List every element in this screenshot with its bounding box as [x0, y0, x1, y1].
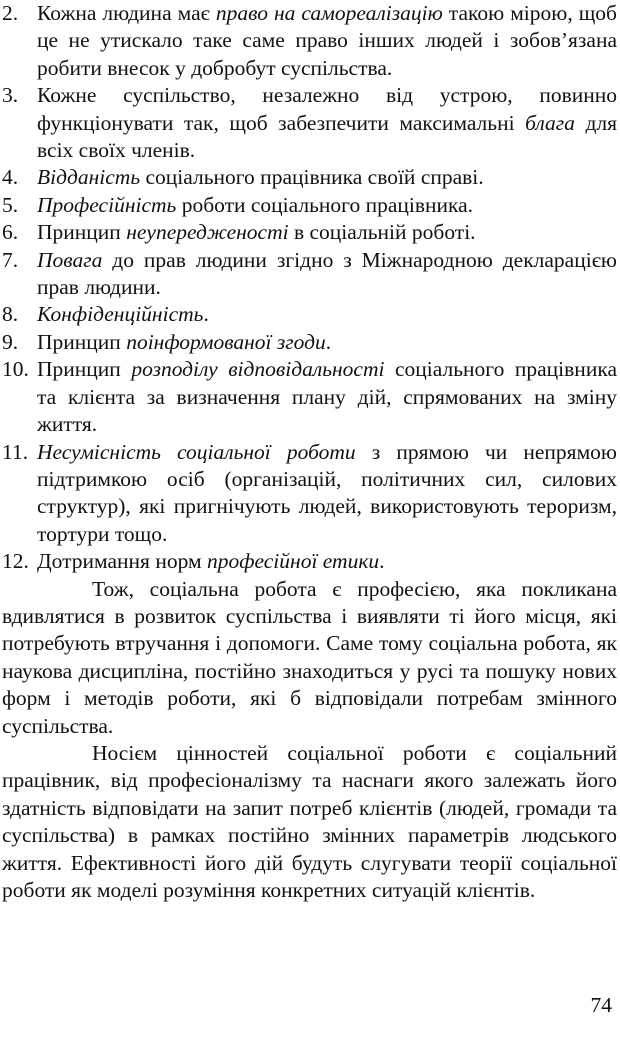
paragraph: Тож, соціальна робота є професією, яка покликана вдивлятися в розвиток суспільства і виявляти ті його місця, які потребують втручання і допомоги. Саме тому соціальна робота, як наукова дисципліна, постійно знаходиться у русі та пошуку нових форм і методів роботи, які б відповідали потребам змінного суспільства. — [2, 576, 617, 738]
list-item-text — [37, 192, 617, 219]
emphasis-text: Конфіденційність — [37, 302, 204, 327]
plain-text: Кожне суспільство, незалежно від устрою, повинно функціонувати так, щоб забезпечити максимальні — [37, 83, 617, 135]
emphasis-text: Несумісність соціальної роботи — [37, 439, 356, 464]
plain-text: для всіх своїх членів. — [37, 110, 617, 163]
list-item-number: 12. — [2, 549, 29, 574]
list-item-text — [37, 82, 617, 164]
plain-text: Принцип — [37, 329, 127, 354]
list-item — [2, 82, 617, 164]
plain-text: Дотримання норм — [37, 549, 207, 574]
list-item — [2, 192, 617, 219]
emphasis-text: неупередженості — [126, 220, 289, 245]
list-item-text — [37, 164, 617, 191]
list-item — [2, 0, 617, 82]
plain-text: Принцип — [37, 220, 127, 245]
page-number: 74 — [590, 993, 612, 1017]
list-item-number: 3. — [2, 83, 19, 108]
list-item-number: 5. — [2, 192, 19, 217]
plain-text: такою мірою, щоб це не утискало таке саме право інших людей і зобов’язана робити внесок у добробут суспільства. — [37, 1, 617, 80]
plain-text: . — [325, 329, 332, 354]
plain-text: соціального працівника та клієнта за визначення плану дій, спрямованих на зміну життя. — [37, 357, 617, 437]
list-item — [2, 356, 617, 438]
list-item — [2, 548, 617, 575]
list-item — [2, 219, 617, 246]
list-item — [2, 247, 617, 302]
plain-text: з прямою чи непрямою підтримкою осіб (організацій, політичних сил, силових структур), які пригнічують людей, використовують тероризм, тортури тощо. — [37, 439, 617, 546]
emphasis-text: блага — [525, 110, 575, 135]
list-item-text — [37, 301, 617, 328]
list-item-number: 9. — [2, 329, 19, 354]
plain-text: соціального працівника своїй справі. — [140, 165, 484, 190]
body-text — [2, 576, 617, 905]
list-item-text — [37, 219, 617, 246]
list-item — [2, 329, 617, 356]
plain-text: в соціальній роботі. — [288, 220, 476, 245]
plain-text: . — [379, 549, 385, 574]
list-item-text — [37, 548, 617, 575]
emphasis-text: поінформованої згоди — [126, 329, 326, 354]
emphasis-text: Відданість — [37, 165, 141, 190]
plain-text: роботи соціального працівника. — [176, 192, 474, 217]
list-item-number: 6. — [2, 220, 19, 245]
emphasis-text: Професійність — [37, 192, 177, 217]
emphasis-text: розподілу відповідальності — [131, 357, 385, 382]
list-item-number: 4. — [2, 165, 19, 190]
list-item-text — [37, 329, 617, 356]
list-item — [2, 164, 617, 191]
plain-text: до прав людини згідно з Міжнародною декларацією прав людини. — [37, 247, 617, 300]
list-item-text — [37, 356, 617, 438]
plain-text: Принцип — [37, 357, 132, 382]
list-item-number: 8. — [2, 302, 19, 327]
list-item-number: 10. — [2, 357, 29, 382]
list-item-text — [37, 0, 617, 82]
plain-text: . — [203, 302, 209, 327]
list-item-text — [37, 247, 617, 302]
list-item-number: 2. — [2, 1, 19, 25]
emphasis-text: Повага — [37, 247, 103, 272]
emphasis-text: право на самореалізацію — [215, 1, 443, 25]
list-item-number: 7. — [2, 247, 19, 272]
plain-text: Кожна людина має — [37, 1, 216, 25]
paragraph: Носієм цінностей соціальної роботи є соціальний працівник, від професіоналізму та наснаги якого залежать його здатність відповідати на запит потреб клієнтів (людей, громади та суспільства) в рамках постійно змінних параметрів людського життя. Ефективності його дій будуть слугувати теорії соціальної роботи як моделі розуміння конкретних ситуацій клієнтів. — [2, 740, 617, 902]
emphasis-text: професійної етики — [206, 549, 380, 574]
list-item-number: 11. — [2, 439, 29, 464]
list-item-text — [37, 439, 617, 549]
principles-list — [2, 0, 617, 576]
list-item — [2, 439, 617, 549]
list-item — [2, 301, 617, 328]
